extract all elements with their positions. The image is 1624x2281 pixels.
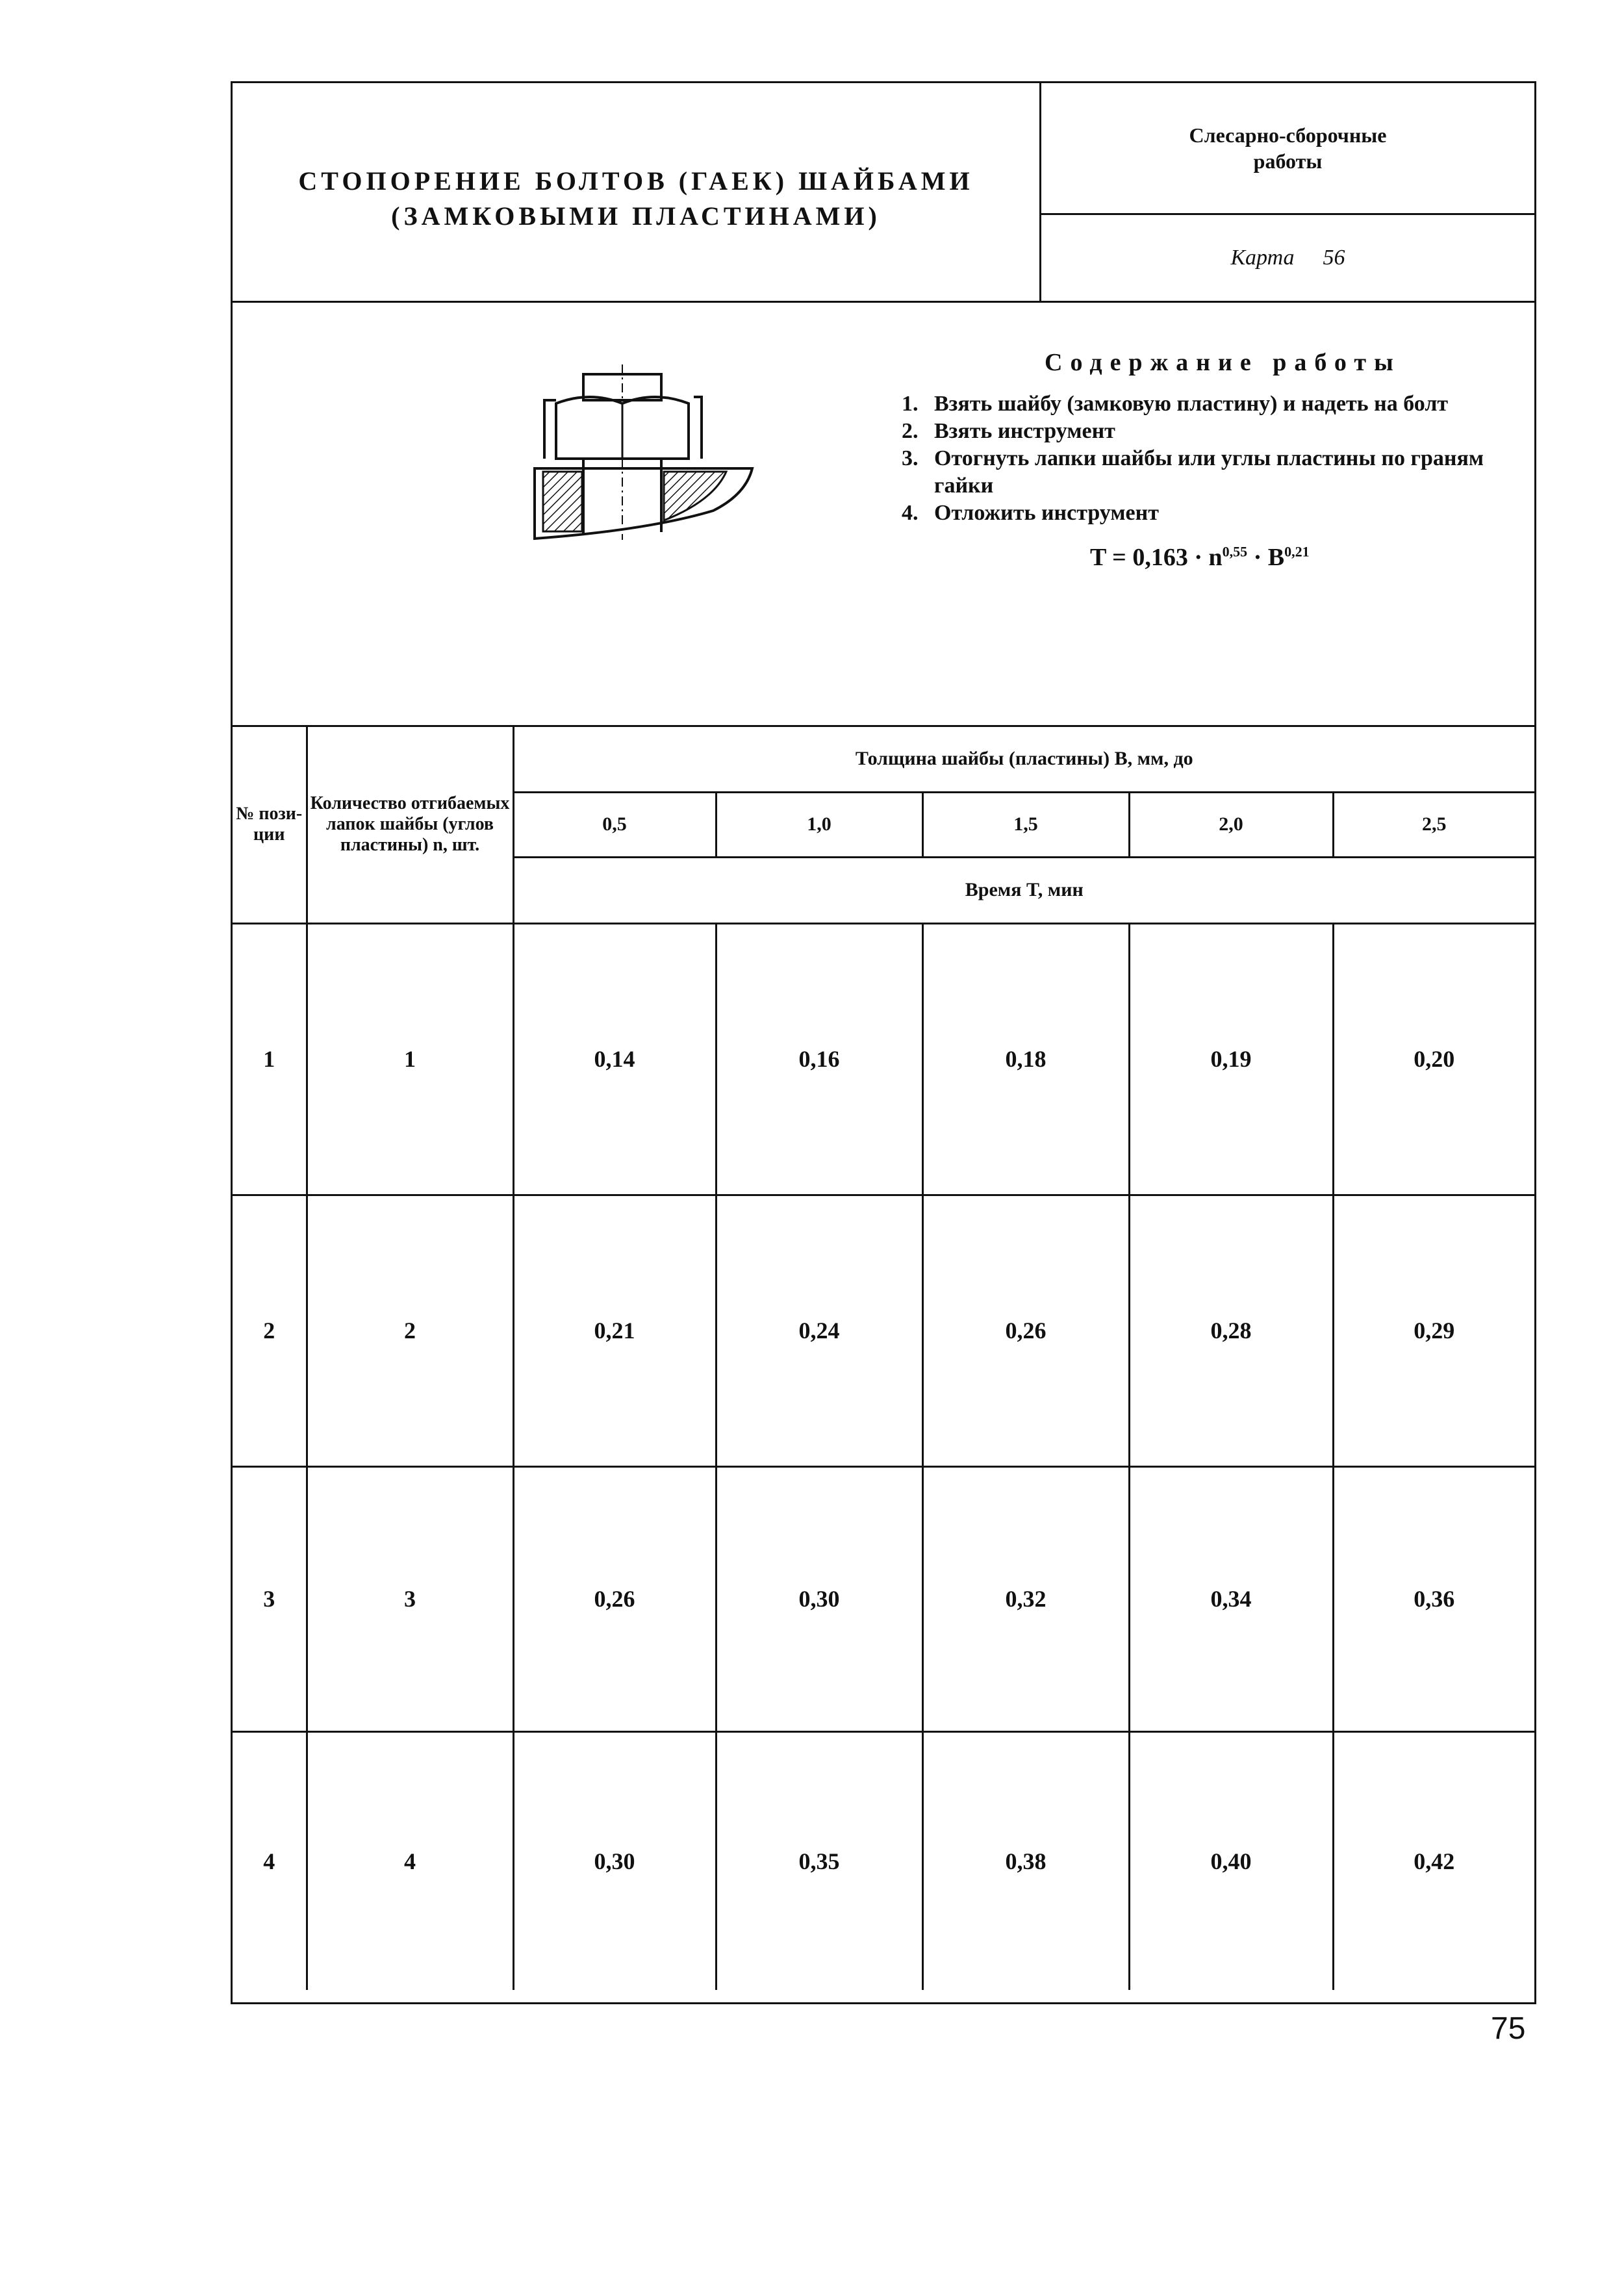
page-number: 75 — [1491, 2011, 1526, 2046]
card-header — [233, 83, 1534, 303]
thickness-header: Толщина шайбы (пластины) B, мм, до — [513, 727, 1534, 792]
col-position-header: № пози-ции — [233, 727, 307, 923]
card-title — [233, 83, 1041, 301]
thickness-value: 1,0 — [716, 792, 922, 857]
time-norm-table — [233, 727, 1534, 1990]
list-item: 1. Взять шайбу (замковую пластину) и надеть на болт — [902, 392, 1449, 416]
bolt-washer-drawing-icon — [518, 364, 778, 546]
thickness-value: 0,5 — [513, 792, 716, 857]
thickness-value: 2,0 — [1129, 792, 1333, 857]
title-line-2: (ЗАМКОВЫМИ ПЛАСТИНАМИ) — [391, 201, 881, 231]
title-line-1: СТОПОРЕНИЕ БОЛТОВ (ГАЕК) ШАЙБАМИ — [298, 166, 974, 196]
map-label: Карта — [1230, 246, 1295, 270]
time-header: Время T, мин — [513, 857, 1534, 923]
map-number-box — [1041, 215, 1534, 301]
work-content — [233, 303, 1534, 727]
norm-card — [231, 81, 1536, 2004]
map-number: 56 — [1323, 246, 1345, 270]
time-formula: $T = 0,163 \cdot n^{0,55} \cdot B^{0,21}$ — [1090, 543, 1310, 571]
list-item: 3. Отогнуть лапки шайбы или углы пластины по граням гайки — [902, 446, 1484, 498]
table-row: 4 4 0,30 0,35 0,38 0,40 0,42 — [233, 1731, 1534, 1990]
table-row: 3 3 0,26 0,30 0,32 0,34 0,36 — [233, 1466, 1534, 1731]
col-count-header: Количество отгибаемых лапок шайбы (углов пластины) n, шт. — [307, 727, 513, 923]
thickness-value: 2,5 — [1333, 792, 1534, 857]
work-category — [1041, 83, 1534, 215]
table-row: 2 2 0,21 0,24 0,26 0,28 0,29 — [233, 1195, 1534, 1466]
category-line-2: работы — [1253, 149, 1323, 173]
section-title: Содержание работы — [1045, 349, 1401, 376]
table-row: 1 1 0,14 0,16 0,18 0,19 0,20 — [233, 923, 1534, 1195]
list-item: 2. Взять инструмент — [902, 419, 1115, 443]
category-line-1: Слесарно-сборочные — [1189, 123, 1387, 147]
steps-list — [902, 390, 1538, 527]
thickness-value: 1,5 — [922, 792, 1129, 857]
list-item: 4. Отложить инструмент — [902, 501, 1159, 525]
